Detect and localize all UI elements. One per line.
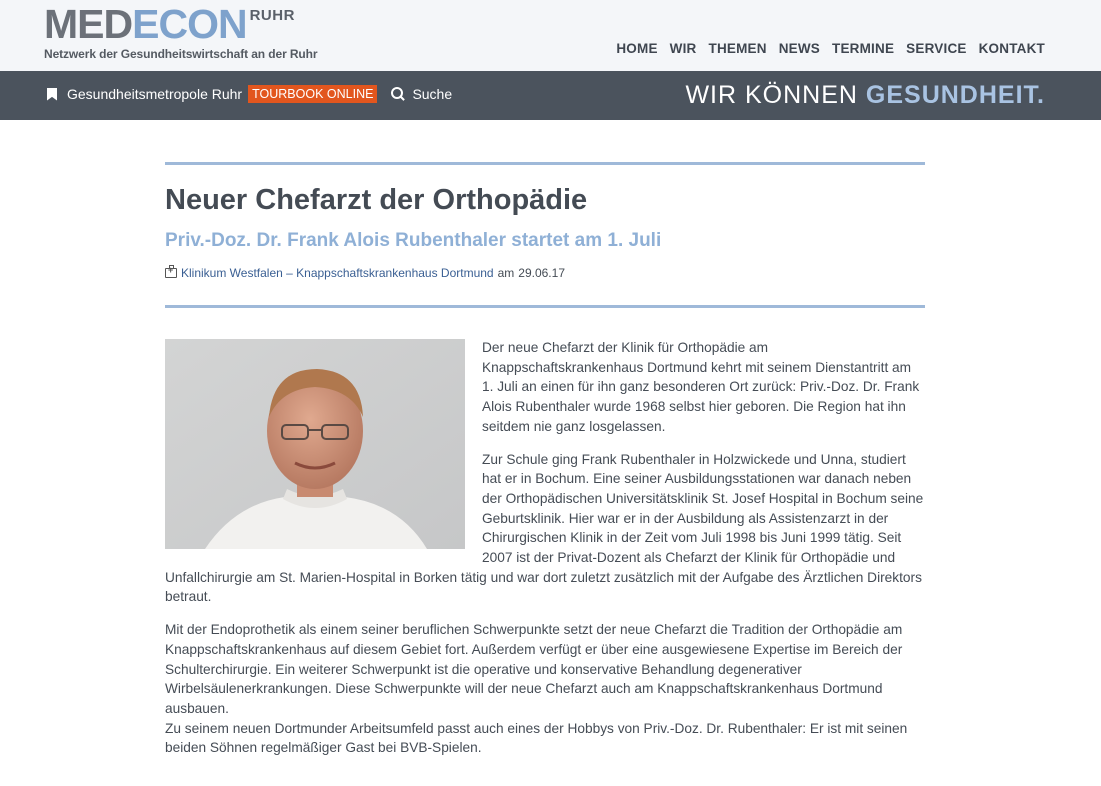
logo-suffix: RUHR	[249, 7, 295, 24]
slogan-bold: GESUNDHEIT.	[865, 81, 1045, 109]
top-divider	[165, 162, 925, 165]
slogan-light: WIR KÖNNEN	[685, 81, 858, 109]
article-date: 29.06.17	[518, 266, 565, 280]
search-label: Suche	[412, 86, 453, 102]
sub-bar	[0, 71, 1101, 120]
source-link[interactable]: Klinikum Westfalen – Knappschaftskrankenhaus Dortmund	[181, 266, 494, 280]
meta-divider	[165, 305, 925, 308]
nav-service[interactable]: SERVICE	[906, 41, 967, 56]
nav-themen[interactable]: THEMEN	[708, 41, 767, 56]
medkit-icon	[165, 268, 177, 278]
sub-bar-links	[47, 85, 452, 103]
paragraph: Mit der Endoprothetik als einem seiner beruflichen Schwerpunkte setzt der neue Chefarzt die Tradition der Orthopädie am Knappschaftskrankenhaus auf diesem Gebiet fort. Außerdem verfügt er über eine ausgewiesene Expertise im Bereich der Schulterchirurgie. Ein weiterer Schwerpunkt ist die operative und konservative Behandlung degenerativer Wirbelsäulenerkrankungen. Diese Schwerpunkte will der neue Chefarzt auch am Knappschaftskrankenhaus Dortmund ausbauen.	[165, 622, 903, 716]
nav-news[interactable]: NEWS	[778, 41, 821, 56]
portrait-photo	[165, 339, 465, 549]
article-meta	[165, 266, 925, 280]
bookmark-icon	[47, 88, 57, 101]
site-header	[0, 0, 1101, 71]
logo-part-med: MED	[44, 1, 133, 47]
main-navigation	[616, 41, 1045, 56]
search-link[interactable]	[391, 86, 452, 102]
paragraph: Zu seinem neuen Dortmunder Arbeitsumfeld passt auch eines der Hobbys von Priv.-Doz. Dr. Rubenthaler: Er ist mit seinen beiden Söhnen regelmäßiger Gast bei BVB-Spielen.	[165, 720, 908, 756]
article	[165, 162, 925, 771]
nav-home[interactable]: HOME	[616, 41, 658, 56]
logo-tagline: Netzwerk der Gesundheitswirtschaft an der Ruhr	[44, 47, 318, 61]
article-title: Neuer Chefarzt der Orthopädie	[165, 184, 588, 216]
article-subtitle: Priv.-Doz. Dr. Frank Alois Rubenthaler startet am 1. Juli	[165, 230, 662, 251]
nav-termine[interactable]: TERMINE	[832, 41, 895, 56]
site-logo[interactable]	[44, 1, 318, 61]
paragraph: Zur Schule ging Frank Rubenthaler in Holzwickede und Unna, studiert hat er in Bochum. Eine seiner Ausbildungsstationen war danach neben der Orthopädischen Universitätsklinik St. Josef Hospital in Bochum seine Geburtsklinik. Hier war er in der Ausbildung als Assistenzarzt in der Chirurgischen Klinik in der Zeit vom Juli 1998 bis Juni 1999 tätig. Seit 2007 ist der Privat-Dozent als Chefarzt der Klinik für Orthopädie und Unfallchirurgie am St. Marien-Hospital in Borken tätig und war dort zuletzt zusätzlich mit der Aufgabe des Ärztlichen Direktors betraut.	[165, 451, 924, 605]
slogan	[685, 82, 1045, 109]
paragraph: Der neue Chefarzt der Klinik für Orthopädie am Knappschaftskrankenhaus Dortmund kehrt mit seinem Dienstantritt am 1. Juli an einen für ihn ganz besonderen Ort zurück: Priv.-Doz. Dr. Frank Alois Rubenthaler wurde 1968 selbst hier geboren. Die Region hat ihn seitdem nie ganz losgelassen.	[482, 340, 920, 434]
nav-kontakt[interactable]: KONTAKT	[978, 41, 1045, 56]
tourbook-button[interactable]: TOURBOOK ONLINE	[248, 85, 377, 103]
logo-part-econ: ECON	[132, 1, 247, 47]
nav-wir[interactable]: WIR	[669, 41, 697, 56]
logo-wordmark	[44, 1, 317, 47]
search-icon	[391, 87, 405, 101]
metropole-link[interactable]: Gesundheitsmetropole Ruhr	[67, 86, 243, 102]
date-prefix: am	[497, 266, 515, 280]
article-body	[165, 338, 925, 758]
